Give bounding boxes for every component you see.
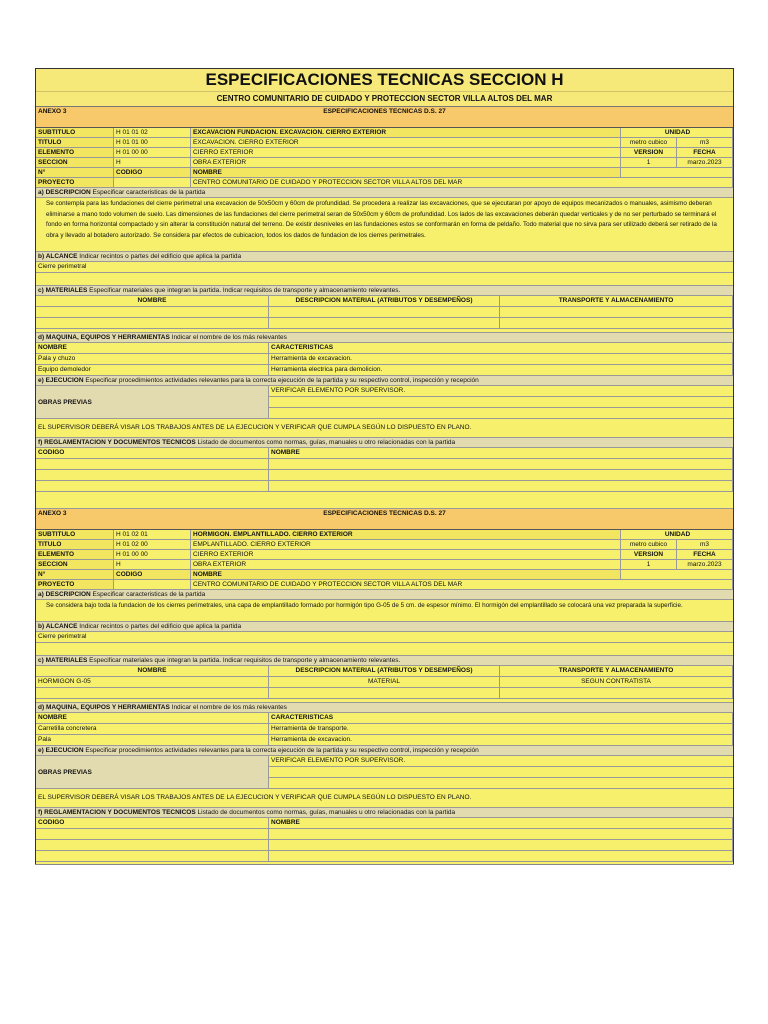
codigo-label: CODIGO bbox=[114, 168, 191, 178]
version-value: 1 bbox=[621, 158, 677, 168]
elemento-code: H 01 00 00 bbox=[114, 148, 191, 158]
unidad-label: UNIDAD bbox=[621, 530, 733, 540]
reglamentacion-table bbox=[36, 448, 733, 492]
maq-caracteristicas: Herramienta de excavacion. bbox=[269, 354, 733, 365]
seccion-label: SECCION bbox=[36, 560, 114, 570]
unidad-name: metro cubico bbox=[621, 540, 677, 550]
unidad-values bbox=[621, 540, 733, 550]
maq-nombre: Carretilla concretera bbox=[36, 724, 269, 735]
table-cell bbox=[269, 851, 733, 862]
materiales-table bbox=[36, 666, 733, 699]
proyecto-name: CENTRO COMUNITARIO DE CUIDADO Y PROTECCION SECTOR VILLA ALTOS DEL MAR bbox=[191, 580, 733, 590]
table-cell bbox=[500, 688, 733, 699]
version-label: VERSION bbox=[621, 148, 677, 158]
proyecto-label: PROYECTO bbox=[36, 178, 114, 188]
reg-col-nombre: NOMBRE bbox=[269, 818, 733, 829]
page-title: ESPECIFICACIONES TECNICAS SECCION H bbox=[36, 69, 733, 92]
anexo-bar bbox=[36, 509, 733, 530]
maquinas-table bbox=[36, 343, 733, 376]
table-cell bbox=[269, 840, 733, 851]
table-cell bbox=[500, 318, 733, 329]
blank-cell bbox=[269, 778, 733, 789]
fecha-value: marzo.2023 bbox=[677, 560, 733, 570]
blank-cell bbox=[269, 408, 733, 419]
identification-grid bbox=[36, 128, 733, 188]
table-cell bbox=[269, 688, 500, 699]
maquinas-header: d) MAQUINA, EQUIPOS Y HERRAMIENTAS Indicar el nombre de los más relevantes bbox=[36, 333, 733, 343]
blank-cell bbox=[114, 580, 191, 590]
seccion-name: OBRA EXTERIOR bbox=[191, 158, 621, 168]
subtitulo-code: H 01 02 01 bbox=[114, 530, 191, 540]
fecha-label: FECHA bbox=[677, 550, 733, 560]
subtitulo-label: SUBTITULO bbox=[36, 128, 114, 138]
subtitulo-name: EXCAVACION FUNDACION. EXCAVACION. CIERRO EXTERIOR bbox=[191, 128, 621, 138]
alcance-header: b) ALCANCE Indicar recintos o partes del edificio que aplica la partida bbox=[36, 252, 733, 262]
obras-previas bbox=[36, 386, 733, 419]
proyecto-name: CENTRO COMUNITARIO DE CUIDADO Y PROTECCION SECTOR VILLA ALTOS DEL MAR bbox=[191, 178, 733, 188]
codigo-label: CODIGO bbox=[114, 570, 191, 580]
blank-cell bbox=[621, 168, 733, 178]
ejecucion-header: e) EJECUCION Especificar procedimientos actividades relevantes para la correcta ejecución de la partida y su respectivo control, inspección y recepción bbox=[36, 376, 733, 386]
subtitulo-label: SUBTITULO bbox=[36, 530, 114, 540]
table-cell bbox=[36, 459, 269, 470]
reglamentacion-header: f) REGLAMENTACION Y DOCUMENTOS TECNICOS Listado de documentos como normas, guías, manuales u otro relacionadas con la partida bbox=[36, 438, 733, 448]
table-cell bbox=[269, 318, 500, 329]
version-fecha-head bbox=[621, 550, 733, 560]
table-cell bbox=[36, 851, 269, 862]
seccion-code: H bbox=[114, 158, 191, 168]
anexo-label: ANEXO 3 bbox=[38, 510, 67, 517]
verificar-text: VERIFICAR ELEMENTO POR SUPERVISOR. bbox=[269, 756, 733, 767]
obras-previas bbox=[36, 756, 733, 789]
maq-caracteristicas: Herramienta de excavacion. bbox=[269, 735, 733, 746]
spec-ref: ESPECIFICACIONES TECNICAS D.S. 27 bbox=[323, 108, 446, 115]
seccion-label: SECCION bbox=[36, 158, 114, 168]
page-subtitle: CENTRO COMUNITARIO DE CUIDADO Y PROTECCION SECTOR VILLA ALTOS DEL MAR bbox=[36, 92, 733, 107]
titulo-label: TITULO bbox=[36, 540, 114, 550]
version-fecha-values bbox=[621, 158, 733, 168]
mat-col-transporte: TRANSPORTE Y ALMACENAMIENTO bbox=[500, 296, 733, 307]
mat-descripcion: MATERIAL bbox=[269, 677, 500, 688]
unidad-name: metro cubico bbox=[621, 138, 677, 148]
maquinas-header: d) MAQUINA, EQUIPOS Y HERRAMIENTAS Indicar el nombre de los más relevantes bbox=[36, 703, 733, 713]
supervisor-note: EL SUPERVISOR DEBERÁ VISAR LOS TRABAJOS ANTES DE LA EJECUCION Y VERIFICAR QUE CUMPLA SEGÚN LO DISPUESTO EN PLANO. bbox=[36, 419, 733, 438]
unidad-label: UNIDAD bbox=[621, 128, 733, 138]
maq-col-caracteristicas: CARACTERISTICAS bbox=[269, 343, 733, 354]
obras-previas-label: OBRAS PREVIAS bbox=[36, 386, 269, 419]
descripcion-text: Se considera bajo toda la fundacion de los cierres perimetrales, una capa de emplantillado formado por hormigón tipo G-05 de 5 cm. de espesor mínimo. El hormigón del emplantillado se colocará una vez preparada la superficie. bbox=[36, 600, 733, 622]
obras-previas-label: OBRAS PREVIAS bbox=[36, 756, 269, 789]
numero-label: N° bbox=[36, 168, 114, 178]
subtitulo-code: H 01 01 02 bbox=[114, 128, 191, 138]
ejecucion-header: e) EJECUCION Especificar procedimientos actividades relevantes para la correcta ejecución de la partida y su respectivo control, inspección y recepción bbox=[36, 746, 733, 756]
nombre-label: NOMBRE bbox=[191, 570, 621, 580]
table-cell bbox=[36, 318, 269, 329]
reg-col-codigo: CODIGO bbox=[36, 818, 269, 829]
fecha-label: FECHA bbox=[677, 148, 733, 158]
table-cell bbox=[36, 481, 269, 492]
blank-row bbox=[36, 643, 733, 656]
alcance-header: b) ALCANCE Indicar recintos o partes del edificio que aplica la partida bbox=[36, 622, 733, 632]
mat-transporte: SEGUN CONTRATISTA bbox=[500, 677, 733, 688]
proyecto-label: PROYECTO bbox=[36, 580, 114, 590]
version-label: VERSION bbox=[621, 550, 677, 560]
alcance-text: Cierre perimetral bbox=[36, 262, 733, 273]
verificar-text: VERIFICAR ELEMENTO POR SUPERVISOR. bbox=[269, 386, 733, 397]
blank-cell bbox=[269, 767, 733, 778]
mat-col-nombre: NOMBRE bbox=[36, 666, 269, 677]
maq-nombre: Pala y chuzo bbox=[36, 354, 269, 365]
maq-col-nombre: NOMBRE bbox=[36, 713, 269, 724]
elemento-label: ELEMENTO bbox=[36, 148, 114, 158]
titulo-code: H 01 01 00 bbox=[114, 138, 191, 148]
anexo-bar bbox=[36, 107, 733, 128]
maq-nombre: Pala bbox=[36, 735, 269, 746]
materiales-header: c) MATERIALES Especificar materiales que integran la partida. Indicar requisitos de transporte y almacenamiento relevantes. bbox=[36, 286, 733, 296]
mat-col-nombre: NOMBRE bbox=[36, 296, 269, 307]
reg-col-codigo: CODIGO bbox=[36, 448, 269, 459]
elemento-name: CIERRO EXTERIOR bbox=[191, 148, 621, 158]
descripcion-header: a) DESCRIPCION Especificar caracteristicas de la partida bbox=[36, 590, 733, 600]
reglamentacion-table bbox=[36, 818, 733, 862]
supervisor-note: EL SUPERVISOR DEBERÁ VISAR LOS TRABAJOS ANTES DE LA EJECUCION Y VERIFICAR QUE CUMPLA SEGÚN LO DISPUESTO EN PLANO. bbox=[36, 789, 733, 808]
descripcion-header: a) DESCRIPCION Especificar caracteristicas de la partida bbox=[36, 188, 733, 198]
table-cell bbox=[36, 688, 269, 699]
maq-nombre: Equipo demoledor bbox=[36, 365, 269, 376]
titulo-name: EXCAVACION. CIERRO EXTERIOR bbox=[191, 138, 621, 148]
maquinas-table bbox=[36, 713, 733, 746]
table-cell bbox=[500, 307, 733, 318]
spec-sheet bbox=[35, 68, 734, 865]
maq-caracteristicas: Herramienta de transporte. bbox=[269, 724, 733, 735]
mat-col-descripcion: DESCRIPCION MATERIAL (ATRIBUTOS Y DESEMPEÑOS) bbox=[269, 666, 500, 677]
spec-ref: ESPECIFICACIONES TECNICAS D.S. 27 bbox=[323, 510, 446, 517]
version-fecha-head bbox=[621, 148, 733, 158]
table-cell bbox=[36, 829, 269, 840]
titulo-code: H 01 02 00 bbox=[114, 540, 191, 550]
titulo-name: EMPLANTILLADO. CIERRO EXTERIOR bbox=[191, 540, 621, 550]
version-fecha-values bbox=[621, 560, 733, 570]
anexo-label: ANEXO 3 bbox=[38, 108, 67, 115]
materiales-table bbox=[36, 296, 733, 329]
blank-row bbox=[36, 273, 733, 286]
table-cell bbox=[36, 840, 269, 851]
elemento-label: ELEMENTO bbox=[36, 550, 114, 560]
table-cell bbox=[269, 481, 733, 492]
blank-cell bbox=[269, 397, 733, 408]
mat-col-descripcion: DESCRIPCION MATERIAL (ATRIBUTOS Y DESEMPEÑOS) bbox=[269, 296, 500, 307]
unidad-abbr: m3 bbox=[677, 540, 733, 550]
maq-col-nombre: NOMBRE bbox=[36, 343, 269, 354]
blank-row bbox=[36, 492, 733, 509]
table-cell bbox=[269, 307, 500, 318]
reg-col-nombre: NOMBRE bbox=[269, 448, 733, 459]
seccion-name: OBRA EXTERIOR bbox=[191, 560, 621, 570]
fecha-value: marzo.2023 bbox=[677, 158, 733, 168]
nombre-label: NOMBRE bbox=[191, 168, 621, 178]
titulo-label: TITULO bbox=[36, 138, 114, 148]
table-cell bbox=[36, 307, 269, 318]
reglamentacion-header: f) REGLAMENTACION Y DOCUMENTOS TECNICOS Listado de documentos como normas, guías, manuales u otro relacionadas con la partida bbox=[36, 808, 733, 818]
subtitulo-name: HORMIGON. EMPLANTILLADO. CIERRO EXTERIOR bbox=[191, 530, 621, 540]
elemento-name: CIERRO EXTERIOR bbox=[191, 550, 621, 560]
elemento-code: H 01 00 00 bbox=[114, 550, 191, 560]
unidad-abbr: m3 bbox=[677, 138, 733, 148]
mat-nombre: HORMIGON G-05 bbox=[36, 677, 269, 688]
table-cell bbox=[269, 459, 733, 470]
maq-caracteristicas: Herramienta electrica para demolicion. bbox=[269, 365, 733, 376]
version-value: 1 bbox=[621, 560, 677, 570]
numero-label: N° bbox=[36, 570, 114, 580]
blank-cell bbox=[114, 178, 191, 188]
page-bottom-rule bbox=[35, 864, 734, 865]
blank-cell bbox=[621, 570, 733, 580]
materiales-header: c) MATERIALES Especificar materiales que integran la partida. Indicar requisitos de transporte y almacenamiento relevantes. bbox=[36, 656, 733, 666]
table-cell bbox=[269, 470, 733, 481]
mat-col-transporte: TRANSPORTE Y ALMACENAMIENTO bbox=[500, 666, 733, 677]
unidad-values bbox=[621, 138, 733, 148]
table-cell bbox=[36, 470, 269, 481]
table-cell bbox=[269, 829, 733, 840]
seccion-code: H bbox=[114, 560, 191, 570]
descripcion-text: Se contempla para las fundaciones del cierre perimetral una excavacion de 50x50cm y 60cm de profundidad. Se procedera a realizar las excavaciones, que se ejecutaran por apoyo de equipos mecanizados o manuales, asimismo deberan eliminarse a mano todo volumen de suelo. Las dimensiones de las fundaciones del cierre perimetral seran de 50x50cm y 60cm de profundidad. Los lados de las excavaciones deberán quedar verticales y de no ser perturbado se terminará el fondo en forma horizontal compactado y sin alterar la constitución natural del terreno. De existir desniveles en las fundaciones estos se conformarán en forma de peldaño. Todo material que no sirva para ser utilizado deberá ser retirado de la obra y llevado al botadero autorizado. Se considera par efectos de cubicacion, todos los dados de fundacion de los cierres perimetrales. bbox=[36, 198, 733, 252]
alcance-text: Cierre perimetral bbox=[36, 632, 733, 643]
identification-grid bbox=[36, 530, 733, 590]
maq-col-caracteristicas: CARACTERISTICAS bbox=[269, 713, 733, 724]
